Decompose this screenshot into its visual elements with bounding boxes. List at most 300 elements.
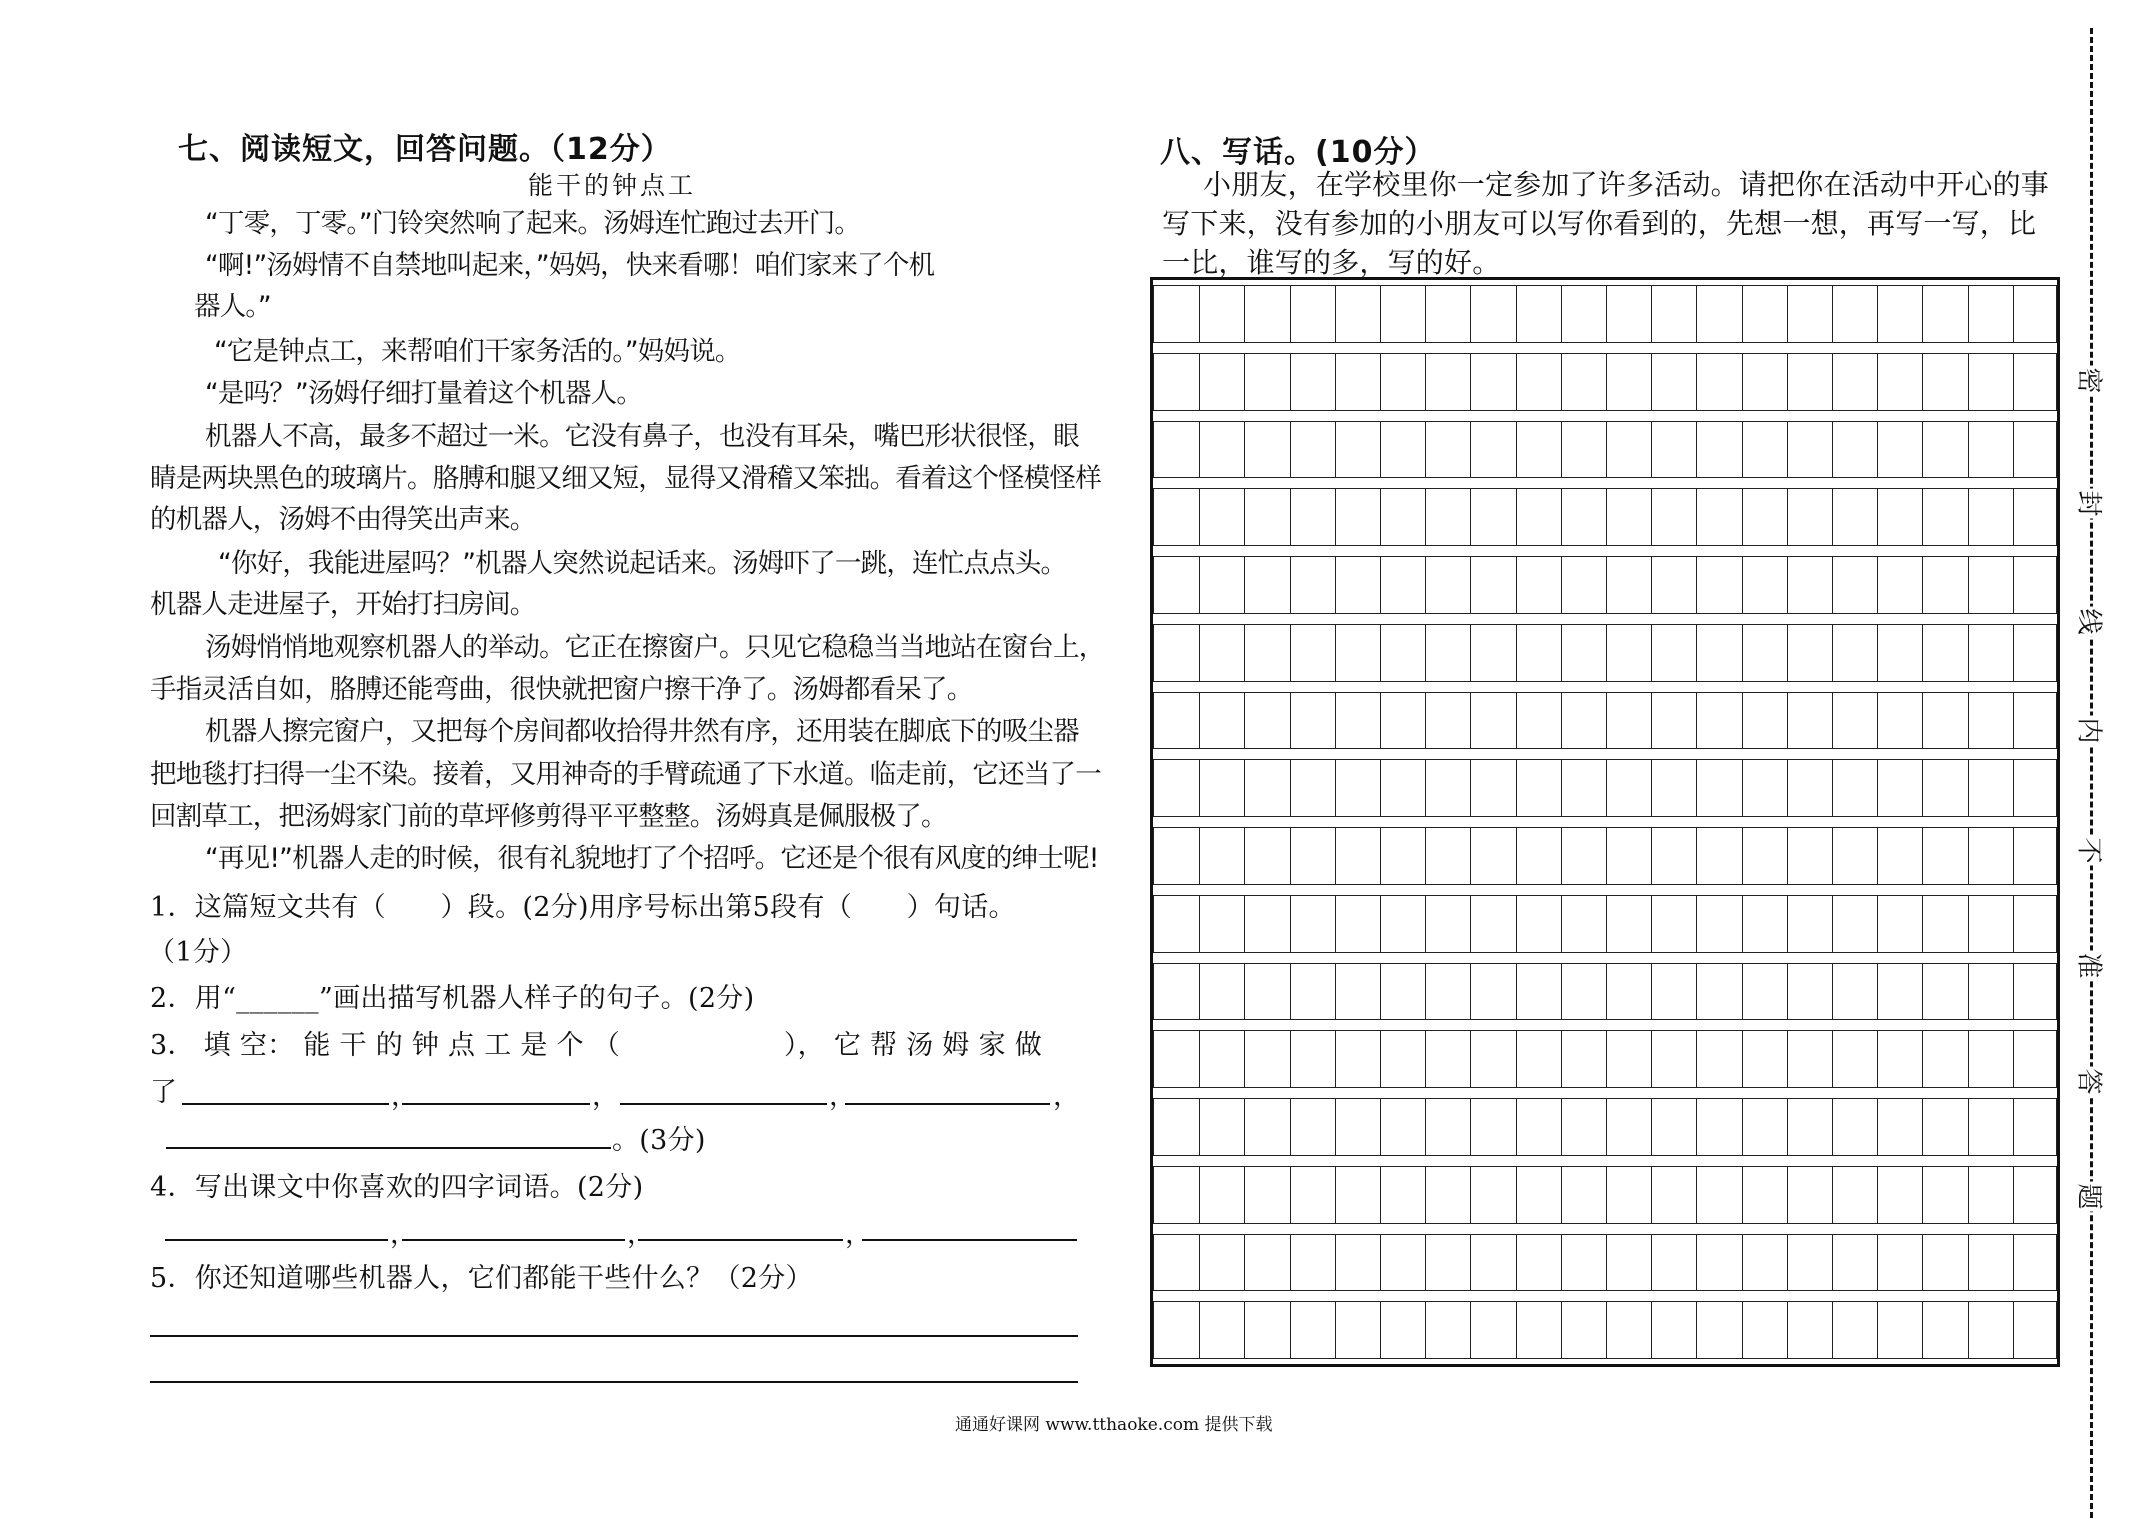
grid-cell-divider: [1968, 557, 1969, 613]
grid-cell-divider: [1199, 286, 1200, 342]
grid-cell-divider: [1832, 625, 1833, 681]
grid-cell-divider: [1832, 760, 1833, 816]
grid-cell-divider: [1425, 1167, 1426, 1223]
grid-cell-divider: [1696, 1031, 1697, 1087]
grid-cell-divider: [1696, 693, 1697, 749]
grid-cell-divider: [1425, 625, 1426, 681]
grid-cell-divider: [1425, 964, 1426, 1020]
grid-cell-divider: [1335, 896, 1336, 952]
grid-cell-divider: [1787, 760, 1788, 816]
story-line: 机器人不高，最多不超过一米。它没有鼻子，也没有耳朵，嘴巴形状很怪，眼: [205, 421, 1079, 452]
grid-cell-divider: [1380, 896, 1381, 952]
prompt-line: 一比，谁写的多，写的好。: [1162, 246, 1501, 279]
grid-cell-divider: [1470, 693, 1471, 749]
question-4: 4．写出课文中你喜欢的四字词语。(2分): [150, 1172, 644, 1203]
grid-cell-divider: [1787, 489, 1788, 545]
grid-cell-divider: [1922, 286, 1923, 342]
answer-line[interactable]: [150, 1335, 1078, 1337]
grid-cell-divider: [1244, 286, 1245, 342]
grid-cell-divider: [2013, 1167, 2014, 1223]
grid-cell-divider: [1787, 964, 1788, 1020]
grid-cell-divider: [1516, 625, 1517, 681]
grid-cell-divider: [1832, 422, 1833, 478]
grid-cell-divider: [1470, 828, 1471, 884]
grid-cell-divider: [1290, 896, 1291, 952]
grid-cell-divider: [1651, 286, 1652, 342]
grid-cell-divider: [1380, 1235, 1381, 1291]
writing-grid[interactable]: [1150, 277, 2060, 1367]
grid-cell-divider: [1244, 1167, 1245, 1223]
prompt-line: 写下来，没有参加的小朋友可以写你看到的，先想一想，再写一写，比: [1162, 207, 2037, 240]
grid-cell-divider: [1651, 760, 1652, 816]
grid-cell-divider: [1651, 557, 1652, 613]
grid-cell-divider: [1787, 693, 1788, 749]
grid-cell-divider: [1922, 896, 1923, 952]
grid-cell-divider: [1922, 693, 1923, 749]
grid-cell-divider: [1787, 286, 1788, 342]
grid-cell-divider: [1561, 1099, 1562, 1155]
answer-line[interactable]: [150, 1381, 1078, 1383]
grid-cell-divider: [1651, 1302, 1652, 1358]
story-title: 能干的钟点工: [528, 171, 697, 200]
grid-cell-divider: [1244, 422, 1245, 478]
grid-cell-divider: [1561, 1031, 1562, 1087]
grid-cell-divider: [1335, 1302, 1336, 1358]
grid-cell-divider: [1290, 1235, 1291, 1291]
grid-cell-divider: [1380, 1302, 1381, 1358]
grid-cell-divider: [1832, 557, 1833, 613]
grid-cell-divider: [1425, 422, 1426, 478]
grid-cell-divider: [1787, 354, 1788, 410]
grid-cell-divider: [1968, 1031, 1969, 1087]
grid-cell-divider: [1696, 422, 1697, 478]
grid-cell-divider: [1877, 1031, 1878, 1087]
answer-blank[interactable]: [845, 1103, 1050, 1105]
grid-cell-divider: [1516, 489, 1517, 545]
grid-cell-divider: [1606, 896, 1607, 952]
grid-cell-divider: [1199, 557, 1200, 613]
grid-row[interactable]: [1153, 963, 2057, 1021]
section8-title: 八、写话。(10分）: [1160, 135, 1436, 170]
grid-cell-divider: [1425, 896, 1426, 952]
grid-cell-divider: [1787, 1167, 1788, 1223]
grid-cell-divider: [2013, 625, 2014, 681]
comma: ，: [1053, 1081, 1081, 1112]
grid-cell-divider: [1290, 1099, 1291, 1155]
grid-row[interactable]: [1153, 421, 2057, 479]
grid-cell-divider: [1561, 489, 1562, 545]
grid-cell-divider: [1380, 1031, 1381, 1087]
grid-cell-divider: [1380, 964, 1381, 1020]
grid-cell-divider: [1606, 354, 1607, 410]
grid-cell-divider: [1696, 625, 1697, 681]
grid-cell-divider: [1877, 286, 1878, 342]
grid-cell-divider: [1968, 422, 1969, 478]
grid-cell-divider: [1199, 828, 1200, 884]
grid-cell-divider: [1696, 489, 1697, 545]
grid-cell-divider: [1199, 489, 1200, 545]
grid-cell-divider: [1290, 1167, 1291, 1223]
grid-row[interactable]: [1153, 624, 2057, 682]
grid-cell-divider: [1290, 354, 1291, 410]
grid-cell-divider: [1425, 1099, 1426, 1155]
grid-cell-divider: [1516, 896, 1517, 952]
grid-cell-divider: [1922, 760, 1923, 816]
grid-cell-divider: [1244, 625, 1245, 681]
grid-cell-divider: [1470, 964, 1471, 1020]
question-1-score: （1分）: [148, 937, 248, 968]
grid-cell-divider: [1696, 286, 1697, 342]
grid-cell-divider: [1877, 625, 1878, 681]
grid-cell-divider: [1244, 1235, 1245, 1291]
grid-cell-divider: [1561, 964, 1562, 1020]
grid-cell-divider: [1561, 286, 1562, 342]
grid-cell-divider: [1651, 896, 1652, 952]
comma: ，: [391, 1081, 419, 1112]
grid-cell-divider: [1651, 625, 1652, 681]
story-line: 回割草工，把汤姆家门前的草坪修剪得平平整整。汤姆真是佩服极了。: [150, 801, 947, 832]
grid-cell-divider: [2013, 760, 2014, 816]
grid-cell-divider: [1922, 1031, 1923, 1087]
question-3-score: 。(3分): [612, 1125, 706, 1156]
grid-cell-divider: [2013, 1031, 2014, 1087]
grid-cell-divider: [1380, 286, 1381, 342]
grid-cell-divider: [2013, 286, 2014, 342]
story-line: “它是钟点工，来帮咱们干家务活的。”妈妈说。: [214, 336, 741, 367]
grid-cell-divider: [1742, 1167, 1743, 1223]
grid-cell-divider: [1606, 760, 1607, 816]
grid-cell-divider: [1335, 489, 1336, 545]
grid-cell-divider: [1922, 1302, 1923, 1358]
story-line: 的机器人，汤姆不由得笑出声来。: [150, 504, 536, 535]
grid-cell-divider: [1335, 625, 1336, 681]
grid-cell-divider: [1244, 693, 1245, 749]
grid-row[interactable]: [1153, 1166, 2057, 1224]
seal-char: 线: [2073, 607, 2110, 637]
grid-row[interactable]: [1153, 759, 2057, 817]
grid-cell-divider: [1425, 286, 1426, 342]
grid-cell-divider: [1199, 760, 1200, 816]
grid-cell-divider: [1696, 1099, 1697, 1155]
grid-cell-divider: [1832, 286, 1833, 342]
grid-cell-divider: [1380, 828, 1381, 884]
grid-cell-divider: [1425, 489, 1426, 545]
grid-cell-divider: [1470, 1167, 1471, 1223]
grid-cell-divider: [1335, 964, 1336, 1020]
grid-cell-divider: [1561, 354, 1562, 410]
grid-cell-divider: [1606, 489, 1607, 545]
grid-cell-divider: [1968, 1099, 1969, 1155]
grid-cell-divider: [1922, 1235, 1923, 1291]
grid-cell-divider: [1742, 625, 1743, 681]
question-2: 2．用“______”画出描写机器人样子的句子。(2分): [150, 983, 755, 1014]
grid-cell-divider: [1922, 557, 1923, 613]
grid-cell-divider: [1425, 828, 1426, 884]
grid-cell-divider: [1968, 625, 1969, 681]
grid-cell-divider: [2013, 1099, 2014, 1155]
grid-cell-divider: [1787, 1235, 1788, 1291]
grid-cell-divider: [1244, 489, 1245, 545]
grid-cell-divider: [1561, 625, 1562, 681]
grid-cell-divider: [1696, 828, 1697, 884]
comma: ，: [845, 1219, 873, 1250]
grid-cell-divider: [1832, 489, 1833, 545]
grid-cell-divider: [2013, 354, 2014, 410]
grid-cell-divider: [2013, 422, 2014, 478]
grid-cell-divider: [1742, 1099, 1743, 1155]
grid-cell-divider: [1380, 760, 1381, 816]
grid-cell-divider: [1199, 896, 1200, 952]
grid-row[interactable]: [1153, 488, 2057, 546]
seal-dashed-line: [2090, 28, 2093, 1518]
story-line: 汤姆悄悄地观察机器人的举动。它正在擦窗户。只见它稳稳当当地站在窗台上，: [205, 632, 1105, 663]
grid-cell-divider: [1290, 1031, 1291, 1087]
grid-cell-divider: [1380, 354, 1381, 410]
grid-cell-divider: [1606, 828, 1607, 884]
grid-cell-divider: [1651, 828, 1652, 884]
grid-cell-divider: [1832, 1302, 1833, 1358]
answer-blank[interactable]: [182, 1103, 389, 1105]
grid-cell-divider: [1968, 964, 1969, 1020]
grid-cell-divider: [1606, 286, 1607, 342]
grid-cell-divider: [1606, 964, 1607, 1020]
grid-cell-divider: [1787, 422, 1788, 478]
grid-cell-divider: [1787, 1302, 1788, 1358]
seal-char: 准: [2073, 951, 2110, 981]
grid-cell-divider: [1335, 1031, 1336, 1087]
grid-cell-divider: [1922, 625, 1923, 681]
grid-cell-divider: [1380, 422, 1381, 478]
grid-cell-divider: [1696, 354, 1697, 410]
grid-cell-divider: [1380, 1099, 1381, 1155]
grid-cell-divider: [1516, 1167, 1517, 1223]
grid-row[interactable]: [1153, 895, 2057, 953]
story-line: 机器人走进屋子，开始打扫房间。: [150, 589, 536, 620]
seal-char: 不: [2073, 836, 2110, 866]
story-line: “丁零，丁零。”门铃突然响了起来。汤姆连忙跑过去开门。: [205, 208, 861, 239]
grid-cell-divider: [1290, 557, 1291, 613]
grid-row[interactable]: [1153, 692, 2057, 750]
grid-cell-divider: [1335, 422, 1336, 478]
grid-cell-divider: [1470, 422, 1471, 478]
grid-cell-divider: [1335, 1167, 1336, 1223]
grid-cell-divider: [1290, 625, 1291, 681]
seal-char: 答: [2073, 1067, 2110, 1097]
grid-cell-divider: [1516, 286, 1517, 342]
story-line: 手指灵活自如，胳膊还能弯曲，很快就把窗户擦干净了。汤姆都看呆了。: [150, 674, 973, 705]
grid-cell-divider: [1425, 354, 1426, 410]
section7-title: 七、阅读短文，回答问题。（12分）: [178, 132, 672, 167]
answer-blank[interactable]: [620, 1103, 827, 1105]
answer-blank[interactable]: [638, 1239, 843, 1241]
grid-cell-divider: [1290, 964, 1291, 1020]
grid-cell-divider: [1561, 760, 1562, 816]
grid-cell-divider: [1561, 693, 1562, 749]
grid-cell-divider: [1335, 693, 1336, 749]
seal-char: 密: [2073, 366, 2110, 396]
grid-cell-divider: [1742, 1235, 1743, 1291]
grid-cell-divider: [1877, 354, 1878, 410]
answer-blank[interactable]: [166, 1147, 611, 1149]
comma: ，: [592, 1081, 620, 1112]
story-line: 睛是两块黑色的玻璃片。胳膊和腿又细又短，显得又滑稽又笨拙。看着这个怪模怪样: [150, 463, 1101, 494]
grid-row[interactable]: [1153, 1098, 2057, 1156]
grid-cell-divider: [1470, 1302, 1471, 1358]
grid-cell-divider: [1606, 422, 1607, 478]
grid-cell-divider: [1380, 1167, 1381, 1223]
answer-blank[interactable]: [402, 1239, 625, 1241]
grid-cell-divider: [1968, 896, 1969, 952]
grid-cell-divider: [1290, 489, 1291, 545]
grid-cell-divider: [1244, 760, 1245, 816]
grid-cell-divider: [2013, 1302, 2014, 1358]
grid-cell-divider: [1651, 964, 1652, 1020]
grid-cell-divider: [1968, 760, 1969, 816]
seal-char: 内: [2073, 716, 2110, 746]
grid-cell-divider: [1244, 354, 1245, 410]
grid-cell-divider: [1968, 489, 1969, 545]
grid-cell-divider: [1516, 354, 1517, 410]
grid-cell-divider: [1651, 1099, 1652, 1155]
grid-cell-divider: [1742, 1031, 1743, 1087]
grid-row[interactable]: [1153, 285, 2057, 343]
grid-cell-divider: [2013, 896, 2014, 952]
grid-cell-divider: [1470, 557, 1471, 613]
grid-cell-divider: [1922, 354, 1923, 410]
grid-cell-divider: [1335, 1099, 1336, 1155]
grid-cell-divider: [1742, 422, 1743, 478]
grid-cell-divider: [1335, 286, 1336, 342]
grid-row[interactable]: [1153, 556, 2057, 614]
grid-cell-divider: [1968, 1235, 1969, 1291]
grid-cell-divider: [1244, 1099, 1245, 1155]
grid-cell-divider: [1244, 1302, 1245, 1358]
grid-cell-divider: [1832, 828, 1833, 884]
grid-cell-divider: [1425, 557, 1426, 613]
grid-cell-divider: [1877, 1099, 1878, 1155]
grid-cell-divider: [1742, 489, 1743, 545]
grid-cell-divider: [1696, 557, 1697, 613]
grid-cell-divider: [1516, 422, 1517, 478]
grid-cell-divider: [1199, 1167, 1200, 1223]
grid-cell-divider: [1832, 1099, 1833, 1155]
story-line: “啊!”汤姆情不自禁地叫起来，”妈妈，快来看哪！咱们家来了个机: [205, 250, 935, 281]
grid-cell-divider: [1199, 1099, 1200, 1155]
story-line: “是吗？”汤姆仔细打量着这个机器人。: [205, 378, 643, 409]
grid-cell-divider: [1877, 489, 1878, 545]
grid-cell-divider: [1787, 625, 1788, 681]
grid-cell-divider: [1516, 760, 1517, 816]
question-1: 1．这篇短文共有（ ）段。(2分)用序号标出第5段有（ ）句话。: [150, 892, 1016, 923]
grid-cell-divider: [1742, 1302, 1743, 1358]
answer-blank[interactable]: [165, 1239, 388, 1241]
grid-cell-divider: [1290, 828, 1291, 884]
grid-row[interactable]: [1153, 1301, 2057, 1359]
story-line: 器人。”: [194, 291, 271, 322]
grid-cell-divider: [1787, 828, 1788, 884]
grid-cell-divider: [1606, 1235, 1607, 1291]
question-3: 3． 填 空： 能 干 的 钟 点 工 是 个 （ ）， 它 帮 汤 姆 家 做: [150, 1030, 1043, 1061]
grid-cell-divider: [1968, 693, 1969, 749]
grid-cell-divider: [1425, 1031, 1426, 1087]
grid-cell-divider: [1968, 1302, 1969, 1358]
grid-cell-divider: [1516, 828, 1517, 884]
grid-cell-divider: [1470, 760, 1471, 816]
prompt-line: 小朋友，在学校里你一定参加了许多活动。请把你在活动中开心的事: [1203, 168, 2050, 201]
grid-cell-divider: [1335, 828, 1336, 884]
grid-row[interactable]: [1153, 353, 2057, 411]
grid-cell-divider: [1968, 828, 1969, 884]
grid-row[interactable]: [1153, 827, 2057, 885]
grid-cell-divider: [1470, 489, 1471, 545]
grid-cell-divider: [1922, 422, 1923, 478]
grid-cell-divider: [1425, 760, 1426, 816]
grid-cell-divider: [1199, 693, 1200, 749]
grid-cell-divider: [1516, 1235, 1517, 1291]
grid-cell-divider: [1516, 693, 1517, 749]
answer-blank[interactable]: [402, 1103, 590, 1105]
grid-cell-divider: [2013, 557, 2014, 613]
grid-cell-divider: [1516, 1031, 1517, 1087]
grid-cell-divider: [1877, 422, 1878, 478]
grid-cell-divider: [1832, 354, 1833, 410]
grid-cell-divider: [1877, 828, 1878, 884]
story-line: 机器人擦完窗户，又把每个房间都收拾得井然有序，还用装在脚底下的吸尘器: [205, 716, 1079, 747]
grid-cell-divider: [1606, 1167, 1607, 1223]
grid-cell-divider: [1742, 896, 1743, 952]
grid-cell-divider: [1968, 354, 1969, 410]
grid-cell-divider: [1425, 1235, 1426, 1291]
seal-char: 题: [2073, 1182, 2110, 1212]
grid-cell-divider: [1290, 1302, 1291, 1358]
question-3-prefix: 了: [150, 1077, 178, 1108]
grid-cell-divider: [1832, 1235, 1833, 1291]
grid-cell-divider: [1651, 1031, 1652, 1087]
grid-cell-divider: [1199, 1031, 1200, 1087]
grid-cell-divider: [1561, 1302, 1562, 1358]
grid-cell-divider: [1380, 693, 1381, 749]
grid-cell-divider: [1832, 964, 1833, 1020]
grid-cell-divider: [1244, 1031, 1245, 1087]
grid-cell-divider: [1832, 896, 1833, 952]
seal-char: 封: [2073, 489, 2110, 519]
grid-cell-divider: [1199, 1302, 1200, 1358]
grid-row[interactable]: [1153, 1234, 2057, 1292]
grid-row[interactable]: [1153, 1030, 2057, 1088]
grid-cell-divider: [1470, 286, 1471, 342]
answer-blank[interactable]: [862, 1239, 1077, 1241]
grid-cell-divider: [2013, 828, 2014, 884]
grid-cell-divider: [1742, 760, 1743, 816]
grid-cell-divider: [1425, 1302, 1426, 1358]
grid-cell-divider: [1335, 354, 1336, 410]
grid-cell-divider: [1335, 760, 1336, 816]
grid-cell-divider: [1380, 625, 1381, 681]
grid-cell-divider: [1425, 693, 1426, 749]
grid-cell-divider: [1877, 1302, 1878, 1358]
grid-cell-divider: [1516, 557, 1517, 613]
grid-cell-divider: [2013, 1235, 2014, 1291]
grid-cell-divider: [1877, 896, 1878, 952]
grid-cell-divider: [1922, 964, 1923, 1020]
grid-cell-divider: [1335, 557, 1336, 613]
grid-cell-divider: [1290, 286, 1291, 342]
grid-cell-divider: [1877, 760, 1878, 816]
grid-cell-divider: [1561, 1235, 1562, 1291]
grid-cell-divider: [1787, 1099, 1788, 1155]
grid-cell-divider: [2013, 693, 2014, 749]
comma: ，: [829, 1081, 857, 1112]
